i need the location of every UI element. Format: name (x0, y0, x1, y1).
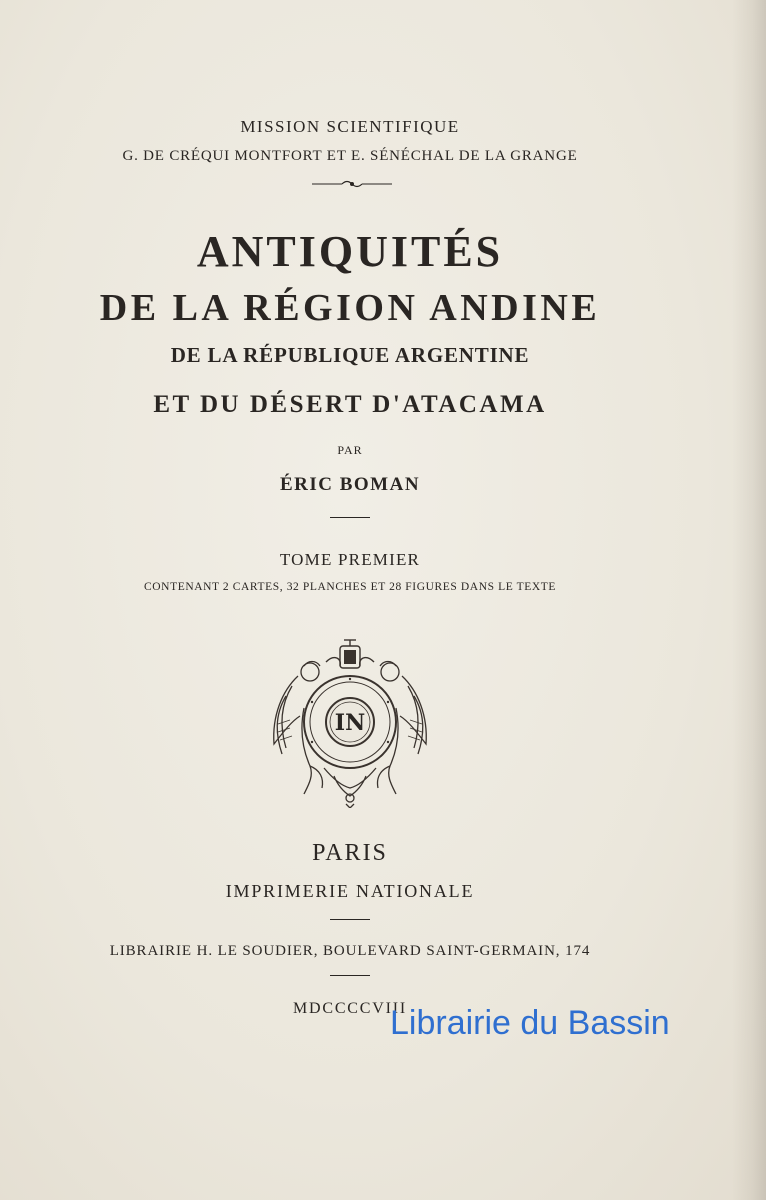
divider-rule (330, 919, 370, 920)
ornament-divider-icon (312, 178, 392, 190)
imprint-bookseller: LIBRAIRIE H. LE SOUDIER, BOULEVARD SAINT-GERMAIN, 174 (109, 943, 591, 959)
volume-contents: CONTENANT 2 CARTES, 32 PLANCHES ET 28 FIGURES DANS LE TEXTE (144, 581, 556, 593)
title-line-1: ANTIQUITÉS (196, 227, 504, 276)
mission-heading: MISSION SCIENTIFIQUE (240, 117, 460, 136)
title-line-3: DE LA RÉPUBLIQUE ARGENTINE (170, 343, 530, 367)
volume-title: TOME PREMIER (279, 550, 421, 569)
seller-watermark: Librairie du Bassin (390, 1004, 670, 1042)
title-line-2: DE LA RÉGION ANDINE (99, 287, 601, 329)
byline-par: PAR (337, 443, 363, 457)
imprint-printer: IMPRIMERIE NATIONALE (225, 881, 475, 901)
imprint-city: PARIS (312, 840, 388, 866)
divider-rule (330, 975, 370, 976)
expedition-authors: G. DE CRÉQUI MONTFORT ET E. SÉNÉCHAL DE LA GRANGE (122, 148, 578, 164)
author-name: ÉRIC BOMAN (279, 474, 421, 495)
imprimerie-nationale-emblem-icon (264, 636, 436, 808)
divider-rule (330, 517, 370, 518)
emblem-monogram: IN (334, 710, 366, 736)
title-line-4: ET DU DÉSERT D'ATACAMA (153, 391, 547, 418)
page-edge-shadow (732, 0, 766, 1200)
publication-date: MDCCCCVIII (292, 1000, 407, 1017)
